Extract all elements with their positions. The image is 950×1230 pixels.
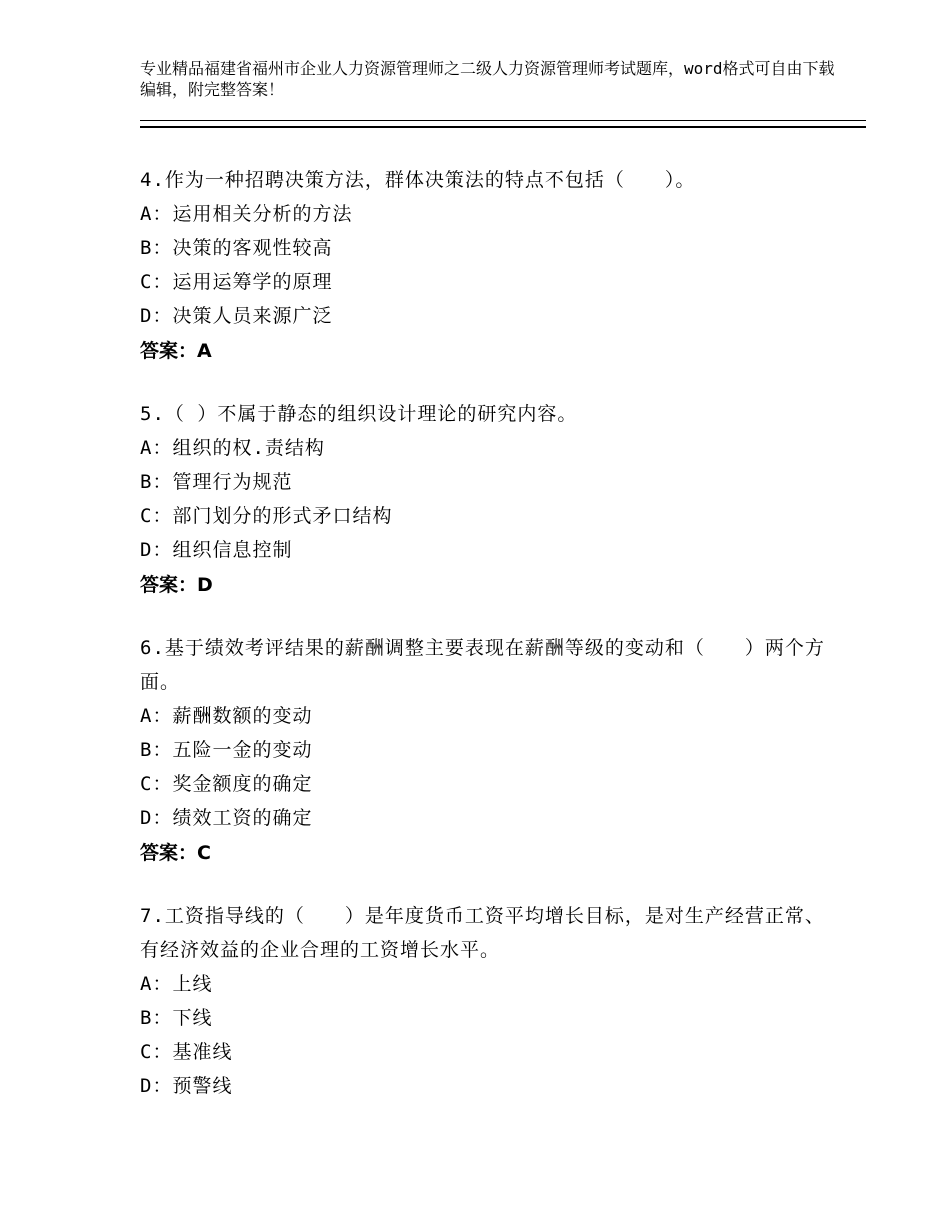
- option-a: A：上线: [140, 973, 213, 995]
- option-d: D：预警线: [140, 1075, 233, 1097]
- question-stem: 7.工资指导线的（ ）是年度货币工资平均增长目标，是对生产经营正常、有经济效益的企业合理的工资增长水平。: [140, 905, 825, 961]
- question-stem: 4.作为一种招聘决策方法，群体决策法的特点不包括（ ）。: [140, 169, 696, 191]
- option-d: D：决策人员来源广泛: [140, 305, 333, 327]
- option-a: A：薪酬数额的变动: [140, 705, 313, 727]
- option-a: A：运用相关分析的方法: [140, 203, 353, 225]
- option-a: A：组织的权.责结构: [140, 437, 325, 459]
- option-d: D：绩效工资的确定: [140, 807, 313, 829]
- option-b: B：五险一金的变动: [140, 739, 313, 761]
- answer-label: 答案：C: [140, 842, 211, 864]
- option-d: D：组织信息控制: [140, 539, 293, 561]
- question-5: [140, 397, 840, 603]
- option-c: C：基准线: [140, 1041, 233, 1063]
- question-list: [140, 163, 840, 1131]
- document-header: 专业精品福建省福州市企业人力资源管理师之二级人力资源管理师考试题库，word格式可自由下载编辑，附完整答案！: [140, 59, 835, 99]
- question-stem: 6.基于绩效考评结果的薪酬调整主要表现在薪酬等级的变动和（ ）两个方面。: [140, 637, 825, 693]
- question-6: [140, 631, 840, 871]
- question-stem: 5.（ ）不属于静态的组织设计理论的研究内容。: [140, 403, 578, 425]
- question-7: [140, 899, 840, 1103]
- option-c: C：部门划分的形式矛口结构: [140, 505, 393, 527]
- option-c: C：奖金额度的确定: [140, 773, 313, 795]
- option-c: C：运用运筹学的原理: [140, 271, 333, 293]
- header-divider: [140, 120, 866, 128]
- answer-label: 答案：D: [140, 574, 213, 596]
- option-b: B：下线: [140, 1007, 213, 1029]
- option-b: B：管理行为规范: [140, 471, 293, 493]
- answer-label: 答案：A: [140, 340, 212, 362]
- option-b: B：决策的客观性较高: [140, 237, 333, 259]
- question-4: [140, 163, 840, 369]
